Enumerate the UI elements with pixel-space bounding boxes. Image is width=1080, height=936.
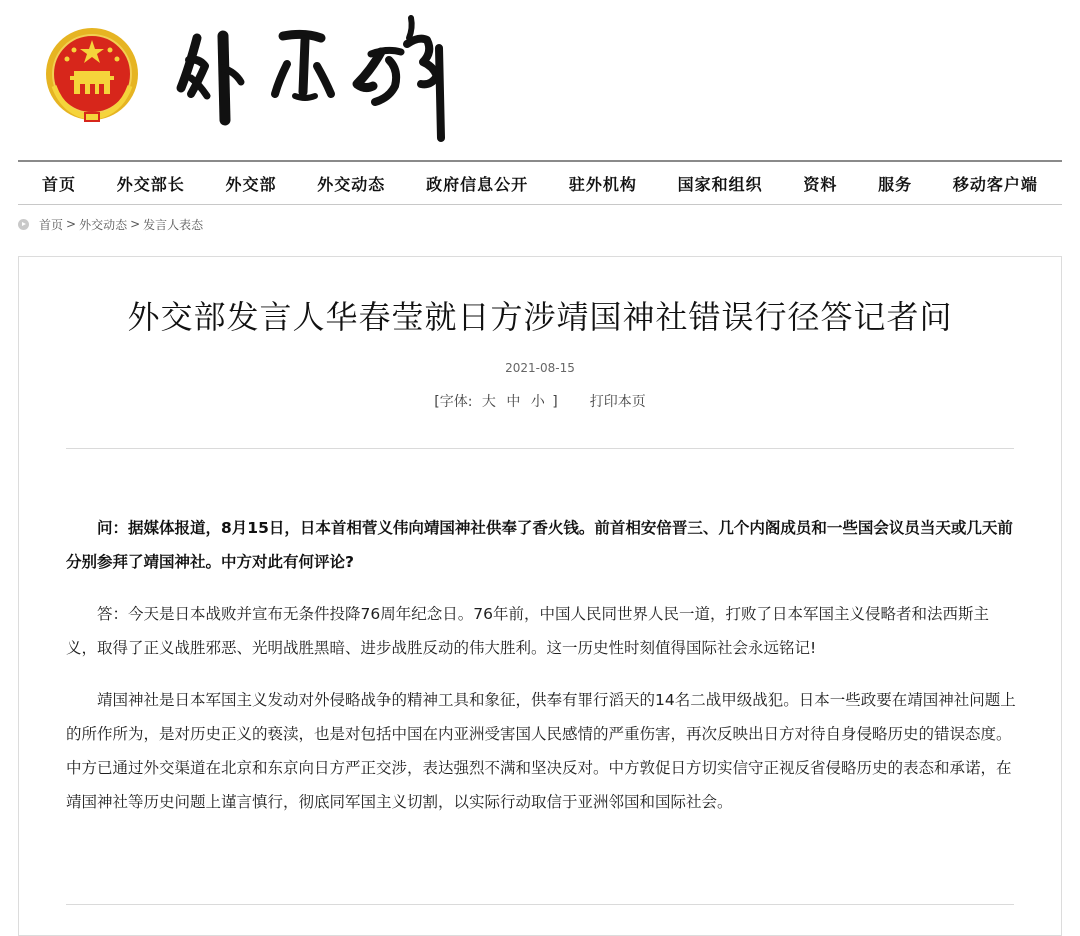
font-size-label-open: [字体: — [434, 394, 473, 410]
main-navigation — [18, 163, 1062, 203]
nav-item-diplomatic-news[interactable]: 外交动态 — [317, 174, 386, 194]
answer-paragraph: 靖国神社是日本军国主义发动对外侵略战争的精神工具和象征，供奉有罪行滔天的14名二战甲级战犯。日本一些政要在靖国神社问题上的所作所为，是对历史正义的亵渎，也是对包括中国在内亚洲受害国人民感情的严重伤害，再次反映出日方对待自身侵略历史的错误态度。中方已通过外交渠道在北京和东京向日方严正交涉，表达强烈不满和坚决反对。中方敦促日方切实信守正视反省侵略历史的表态和承诺，在靖国神社等历史问题上谨言慎行，彻底同军国主义切割，以实际行动取信于亚洲邻国和国际社会。 — [66, 691, 1016, 811]
breadcrumb-item-spokesperson[interactable]: 发言人表态 — [143, 217, 204, 232]
article-title: 外交部发言人华春莹就日方涉靖国神社错误行径答记者问 — [127, 298, 953, 336]
header-divider — [18, 160, 1062, 162]
font-size-selector — [434, 391, 557, 411]
font-size-label-close: ] — [552, 394, 558, 410]
site-header — [0, 0, 1080, 160]
nav-item-mobile-client[interactable]: 移动客户端 — [952, 174, 1038, 194]
font-size-medium-button[interactable]: 中 — [506, 394, 521, 410]
breadcrumb — [18, 214, 203, 234]
nav-item-ministry[interactable]: 外交部 — [225, 174, 277, 194]
nav-item-resources[interactable]: 资料 — [803, 174, 838, 194]
nav-item-home[interactable]: 首页 — [42, 174, 77, 194]
breadcrumb-separator: > — [130, 217, 141, 231]
article-date: 2021-08-15 — [505, 361, 575, 375]
breadcrumb-item-diplomatic-news[interactable]: 外交动态 — [79, 217, 128, 232]
answer-paragraph: 答：今天是日本战败并宣布无条件投降76周年纪念日。76年前，中国人民同世界人民一道，打败了日本军国主义侵略者和法西斯主义，取得了正义战胜邪恶、光明战胜黑暗、进步战胜反动的伟大胜利。这一历史性时刻值得国际社会永远铭记! — [66, 605, 989, 657]
article-divider-bottom — [66, 904, 1014, 905]
article-tools — [0, 391, 1080, 411]
article-body — [66, 511, 1016, 837]
breadcrumb-item-home[interactable]: 首页 — [39, 217, 64, 232]
nav-item-foreign-minister[interactable]: 外交部长 — [116, 174, 185, 194]
question-paragraph: 问：据媒体报道，8月15日，日本首相菅义伟向靖国神社供奉了香火钱。前首相安倍晋三、几个内阁成员和一些国会议员当天或几天前分别参拜了靖国神社。中方对此有何评论? — [66, 519, 1013, 571]
font-size-small-button[interactable]: 小 — [530, 394, 545, 410]
nav-item-countries-organizations[interactable]: 国家和组织 — [677, 174, 763, 194]
print-page-link[interactable]: 打印本页 — [589, 394, 646, 410]
article-divider-top — [66, 448, 1014, 449]
nav-item-missions-abroad[interactable]: 驻外机构 — [568, 174, 637, 194]
national-emblem-icon[interactable] — [44, 26, 140, 126]
nav-item-services[interactable]: 服务 — [878, 174, 913, 194]
ministry-calligraphy-logo[interactable] — [175, 8, 465, 148]
nav-item-government-info[interactable]: 政府信息公开 — [426, 174, 529, 194]
nav-divider — [18, 204, 1062, 205]
font-size-large-button[interactable]: 大 — [481, 394, 496, 410]
breadcrumb-separator: > — [66, 217, 77, 231]
breadcrumb-arrow-icon — [18, 219, 29, 230]
